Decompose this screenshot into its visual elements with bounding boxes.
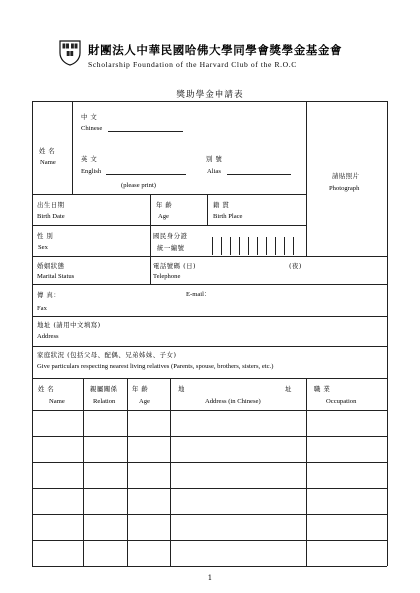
- table-row: [32, 514, 387, 515]
- phone-label-en: Telephone: [153, 273, 181, 280]
- table-row: [32, 436, 387, 437]
- id-digit-box[interactable]: [266, 237, 267, 255]
- id-digit-box[interactable]: [284, 237, 285, 255]
- alias-label-en: Alias: [207, 168, 221, 175]
- col-name-zh: 姓 名: [38, 385, 55, 393]
- divider: [127, 378, 128, 566]
- id-digit-box[interactable]: [293, 237, 294, 255]
- age-label-en: Age: [158, 213, 169, 220]
- table-border-top: [32, 101, 387, 102]
- sex-label-zh: 性 別: [37, 232, 54, 240]
- id-digit-box[interactable]: [230, 237, 231, 255]
- marital-label-en: Marital Status: [37, 273, 75, 280]
- id-label-zh: 國民身分證: [153, 232, 188, 240]
- id-digit-box[interactable]: [275, 237, 276, 255]
- name-label-zh: 姓 名: [39, 147, 56, 155]
- address-label-en: Address: [37, 333, 59, 340]
- please-print-note: (please print): [121, 182, 156, 189]
- foundation-title-chinese: 財團法人中華民國哈佛大學同學會獎學金基金會: [88, 43, 343, 57]
- row-line: [32, 378, 387, 379]
- table-row: [32, 410, 387, 411]
- col-address-zh-1: 地: [178, 385, 185, 393]
- col-age-zh: 年 齡: [132, 385, 149, 393]
- page-number: 1: [207, 574, 213, 582]
- table-border-bottom: [32, 566, 387, 567]
- form-title: 獎助學金申請表: [176, 90, 244, 100]
- name-label-en: Name: [40, 159, 56, 166]
- col-address-zh-2: 址: [285, 385, 292, 393]
- english-name-label-en: English: [81, 168, 102, 175]
- age-label-zh: 年 齡: [156, 201, 173, 209]
- id-label-zh-2: 統一編號: [157, 244, 185, 252]
- sex-label-en: Sex: [38, 244, 48, 251]
- family-label-zh: 家庭狀況 (包括父母、配偶、兄弟姊妹、子女): [37, 351, 177, 359]
- table-border-right: [387, 101, 388, 566]
- fax-label-en: Fax: [37, 305, 47, 312]
- col-relation-zh: 親屬關係: [90, 385, 118, 393]
- col-occupation-en: Occupation: [326, 398, 357, 405]
- phone-label-zh: 電話號碼 (日): [153, 262, 196, 270]
- address-label-zh: 地址 (請用中文填寫): [37, 321, 101, 329]
- divider: [306, 101, 307, 256]
- family-label-en: Give particulars respecting nearest living relatives (Parents, spouse, brothers, sisters, etc.): [37, 363, 274, 370]
- table-border-left: [32, 101, 33, 566]
- id-digit-box[interactable]: [257, 237, 258, 255]
- alias-label-zh: 別 號: [206, 155, 223, 163]
- alias-field[interactable]: [227, 174, 291, 175]
- chinese-name-label-en: Chinese: [81, 125, 103, 132]
- table-row: [32, 488, 387, 489]
- divider: [83, 378, 84, 566]
- id-digit-box[interactable]: [239, 237, 240, 255]
- chinese-name-field[interactable]: [108, 131, 183, 132]
- table-row: [32, 540, 387, 541]
- harvard-shield-icon: [59, 40, 81, 66]
- row-line: [32, 225, 306, 226]
- col-name-en: Name: [49, 398, 65, 405]
- divider: [170, 378, 171, 566]
- birthplace-label-en: Birth Place: [213, 213, 243, 220]
- english-name-field[interactable]: [106, 174, 186, 175]
- id-digit-box[interactable]: [248, 237, 249, 255]
- divider: [207, 194, 208, 225]
- row-line: [32, 316, 387, 317]
- fax-label-zh: 傳 真：: [37, 291, 61, 299]
- divider: [150, 256, 151, 284]
- marital-label-zh: 婚姻狀態: [37, 262, 65, 270]
- table-row: [32, 462, 387, 463]
- col-age-en: Age: [139, 398, 150, 405]
- row-line: [32, 346, 387, 347]
- id-digit-box[interactable]: [212, 237, 213, 255]
- photo-label-en: Photograph: [329, 185, 360, 192]
- foundation-title-english: Scholarship Foundation of the Harvard Club of the R.O.C: [88, 60, 297, 69]
- col-occupation-zh: 職 業: [314, 385, 331, 393]
- email-label: E-mail：: [186, 291, 211, 298]
- birthplace-label-zh: 籍 貫: [213, 201, 230, 209]
- phone-night-label: (夜): [289, 262, 302, 270]
- id-digit-box[interactable]: [221, 237, 222, 255]
- col-address-en: Address (in Chinese): [205, 398, 261, 405]
- row-line: [32, 256, 387, 257]
- row-line: [32, 194, 306, 195]
- divider: [306, 378, 307, 566]
- chinese-name-label-zh: 中 文: [81, 113, 98, 121]
- photo-label-zh: 請貼照片: [332, 172, 360, 180]
- birthdate-label-zh: 出生日期: [37, 201, 65, 209]
- row-line: [32, 284, 387, 285]
- divider: [72, 101, 73, 194]
- english-name-label-zh: 英 文: [81, 155, 98, 163]
- col-relation-en: Relation: [93, 398, 116, 405]
- birthdate-label-en: Birth Date: [37, 213, 65, 220]
